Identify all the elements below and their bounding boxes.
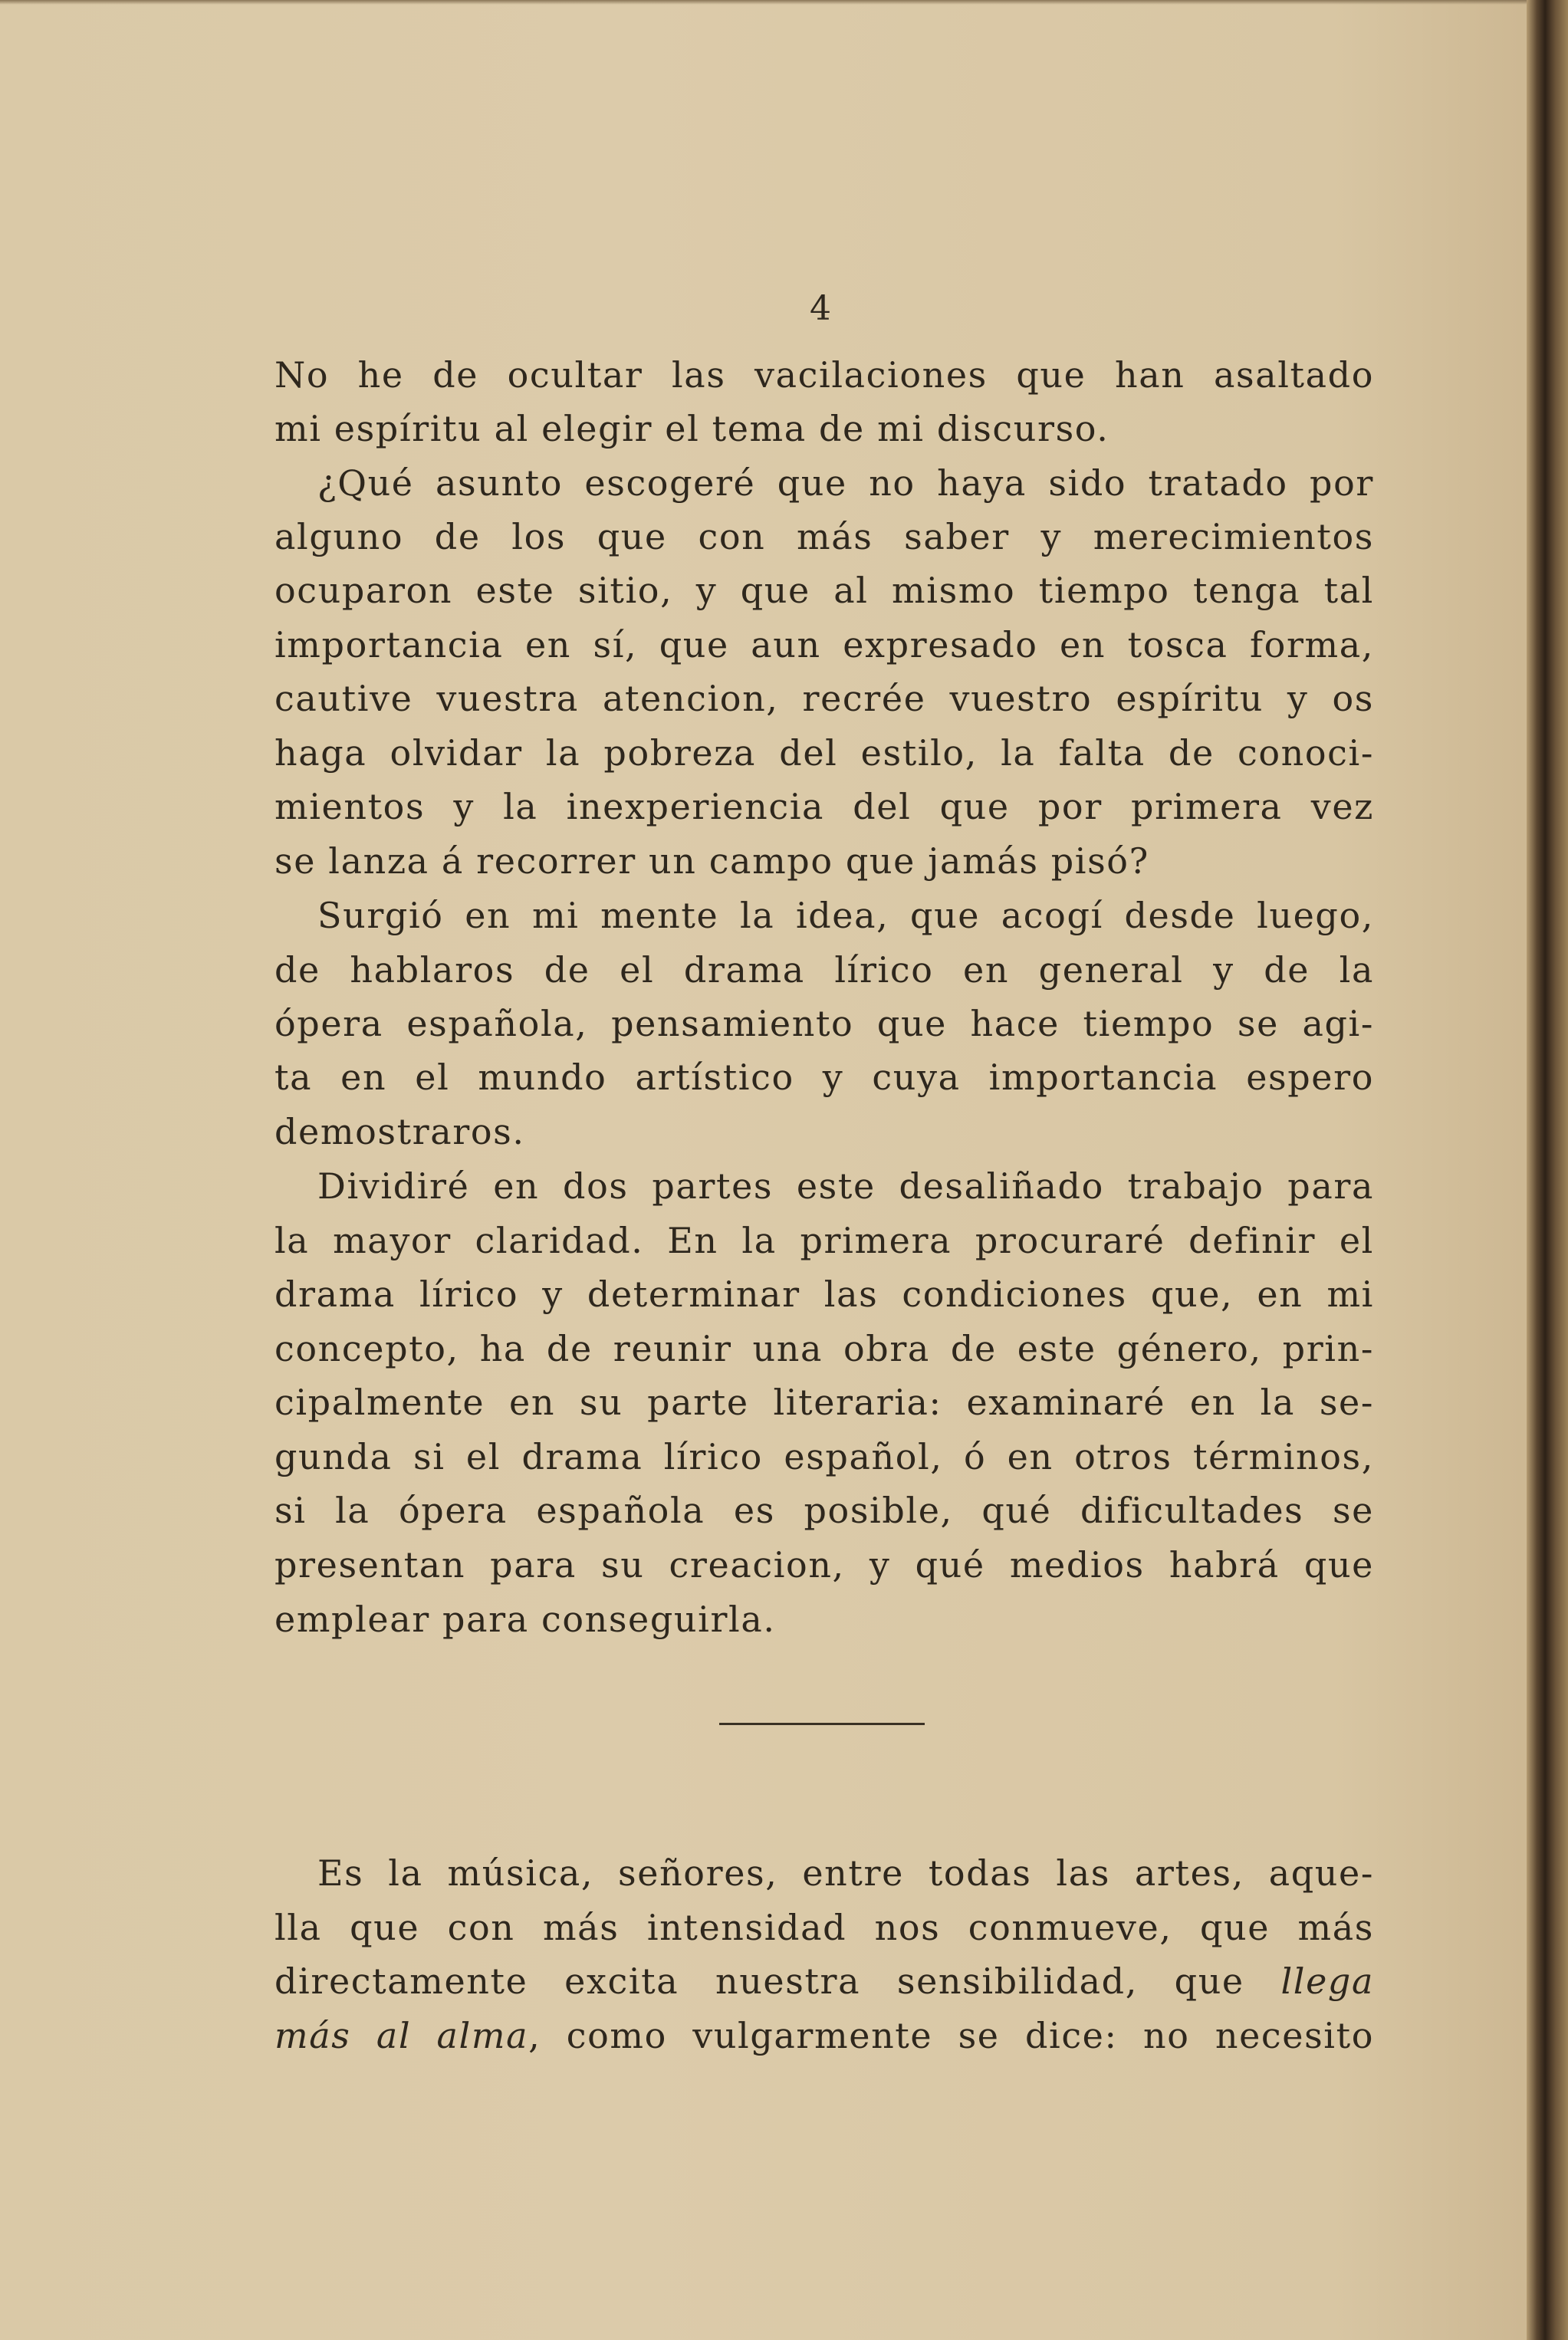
italic-phrase: más al alma — [274, 2015, 529, 2056]
text-segment: directamente excita nuestra sensibilidad, que — [274, 1960, 1281, 2002]
italic-phrase: llega — [1280, 1960, 1374, 2002]
page-number: 4 — [810, 289, 831, 328]
text-line: emplear para conseguirla. — [274, 1599, 776, 1640]
text-line: importancia en sí, que aun expresado en tosca forma, — [274, 624, 1374, 666]
text-line: cautive vuestra atencion, recrée vuestro espíritu y os — [274, 678, 1374, 719]
text-line: ¿Qué asunto escogeré que no haya sido tratado por — [317, 462, 1374, 504]
text-line: presentan para su creacion, y qué medios habrá que — [274, 1544, 1374, 1586]
text-line: se lanza á recorrer un campo que jamás pisó? — [274, 840, 1149, 882]
text-line: ta en el mundo artístico y cuya importancia espero — [274, 1057, 1374, 1098]
text-line: drama lírico y determinar las condiciones que, en mi — [274, 1274, 1374, 1315]
text-segment: , como vulgarmente se dice: no necesito — [528, 2015, 1374, 2056]
text-line: demostraros. — [274, 1111, 525, 1152]
text-line: ocuparon este sitio, y que al mismo tiempo tenga tal — [274, 570, 1374, 611]
text-line: de hablaros de el drama lírico en general y de la — [274, 949, 1374, 991]
page-binding-edge — [1527, 0, 1568, 2340]
text-line: gunda si el drama lírico español, ó en otros términos, — [274, 1436, 1374, 1477]
text-line: mientos y la inexperiencia del que por primera vez — [274, 786, 1374, 827]
text-line: la mayor claridad. En la primera procuraré definir el — [274, 1220, 1374, 1261]
text-line: cipalmente en su parte literaria: examinaré en la se- — [274, 1382, 1374, 1423]
text-line: alguno de los que con más saber y merecimientos — [274, 516, 1374, 557]
text-line — [274, 1958, 1374, 2004]
text-line: Es la música, señores, entre todas las artes, aque- — [317, 1852, 1374, 1894]
text-line: si la ópera española es posible, qué dificultades se — [274, 1490, 1374, 1531]
text-line: Surgió en mi mente la idea, que acogí desde luego, — [317, 895, 1374, 936]
text-line: mi espíritu al elegir el tema de mi discurso. — [274, 408, 1109, 449]
text-line: Dividiré en dos partes este desaliñado trabajo para — [317, 1165, 1374, 1207]
text-line: concepto, ha de reunir una obra de este género, prin- — [274, 1328, 1374, 1369]
text-line: ópera española, pensamiento que hace tiempo se agi- — [274, 1003, 1374, 1044]
text-line — [274, 2013, 1374, 2059]
text-line: No he de ocultar las vacilaciones que han asaltado — [274, 354, 1374, 396]
text-line: haga olvidar la pobreza del estilo, la falta de conoci- — [274, 732, 1374, 774]
text-line: lla que con más intensidad nos conmueve, que más — [274, 1907, 1374, 1948]
section-divider — [719, 1723, 925, 1725]
page-top-edge — [0, 0, 1568, 5]
